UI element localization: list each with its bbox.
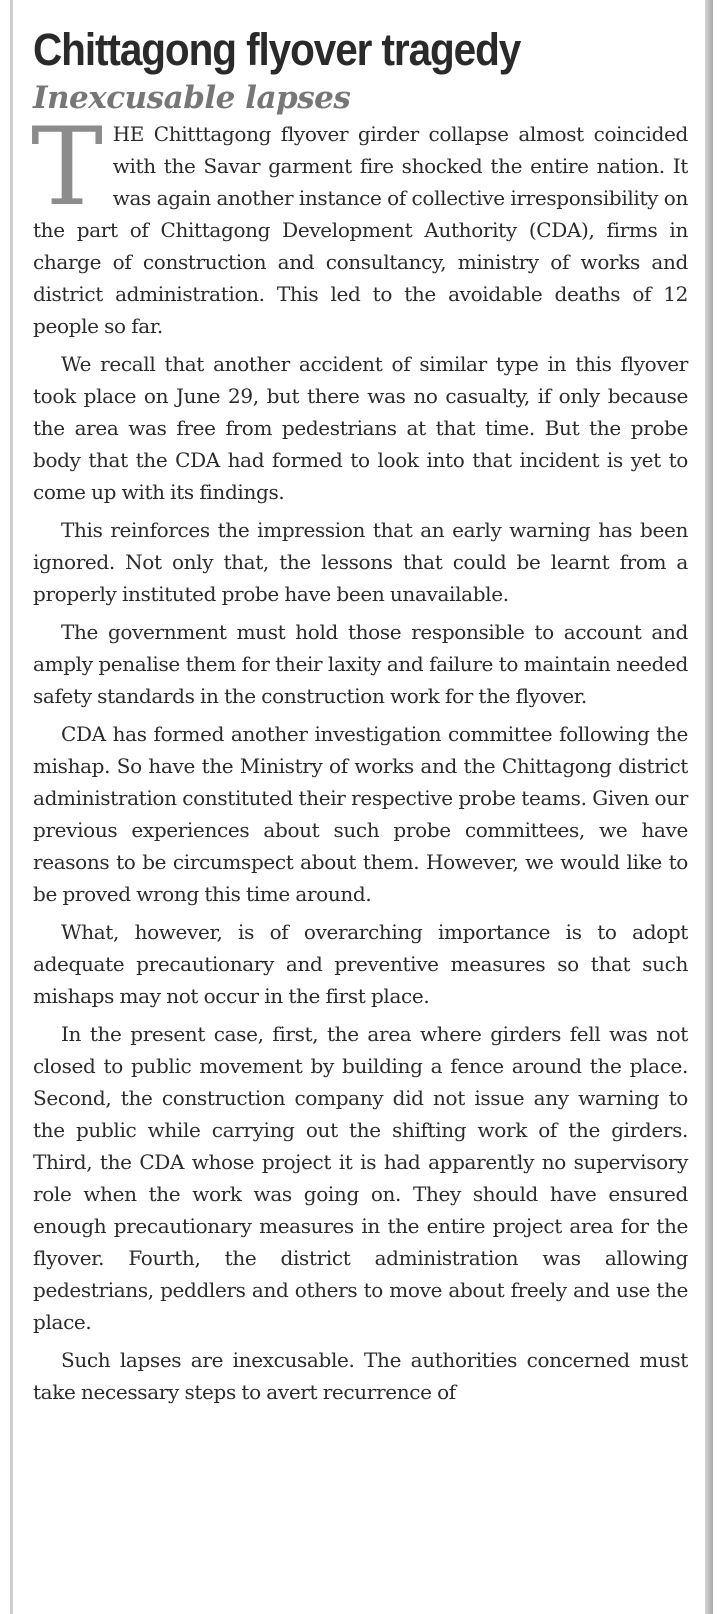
article-headline: Chittagong flyover tragedy [33, 24, 521, 75]
paragraph-6: What, however, is of overarching importance is to adopt adequate precautionary and preventive measures so that such mishaps may not occur in the first place. [33, 920, 688, 1008]
paragraph-3: This reinforces the impression that an early warning has been ignored. Not only that, the lessons that could be learnt from a properly instituted probe have been unavailable. [33, 518, 688, 606]
paragraph-8: Such lapses are inexcusable. The authorities concerned must take necessary steps to avert recurrence of [33, 1348, 688, 1404]
paragraph-5: CDA has formed another investigation committee following the mishap. So have the Ministry of works and the Chittagong district administration constituted their respective probe teams. Given our previous experiences about such probe committees, we have reasons to be circumspect about them. However, we would like to be proved wrong this time around. [33, 722, 688, 906]
drop-cap: T [31, 105, 103, 230]
editorial-article [33, 22, 688, 1414]
left-column-rule [10, 0, 13, 1614]
article-body [31, 105, 688, 1408]
right-page-edge [705, 0, 713, 1614]
paragraph-1 [31, 105, 688, 342]
paragraph-4: The government must hold those responsible to account and amply penalise them for their laxity and failure to maintain needed safety standards in the construction work for the flyover. [33, 620, 688, 708]
paragraph-2: We recall that another accident of similar type in this flyover took place on June 29, but there was no casualty, if only because the area was free from pedestrians at that time. But the probe body that the CDA had formed to look into that incident is yet to come up with its findings. [33, 352, 688, 504]
article-subhead: Inexcusable lapses [33, 80, 351, 116]
paragraph-7: In the present case, first, the area where girders fell was not closed to public movement by building a fence around the place. Second, the construction company did not issue any warning to the public while carrying out the shifting work of the girders. Third, the CDA whose project it is had apparently no supervisory role when the work was going on. They should have ensured enough precautionary measures in the entire project area for the flyover. Fourth, the district administration was allowing pedestrians, peddlers and others to move about freely and use the place. [33, 1022, 688, 1334]
paragraph-1-text: HE Chitttagong flyover girder collapse almost coincided with the Savar garment fire shocked the entire nation. It was again another instance of collective irresponsibility on the part of Chittagong Development Authority (CDA), firms in charge of construction and consultancy, ministry of works and district administration. This led to the avoidable deaths of 12 people so far. [33, 122, 688, 338]
